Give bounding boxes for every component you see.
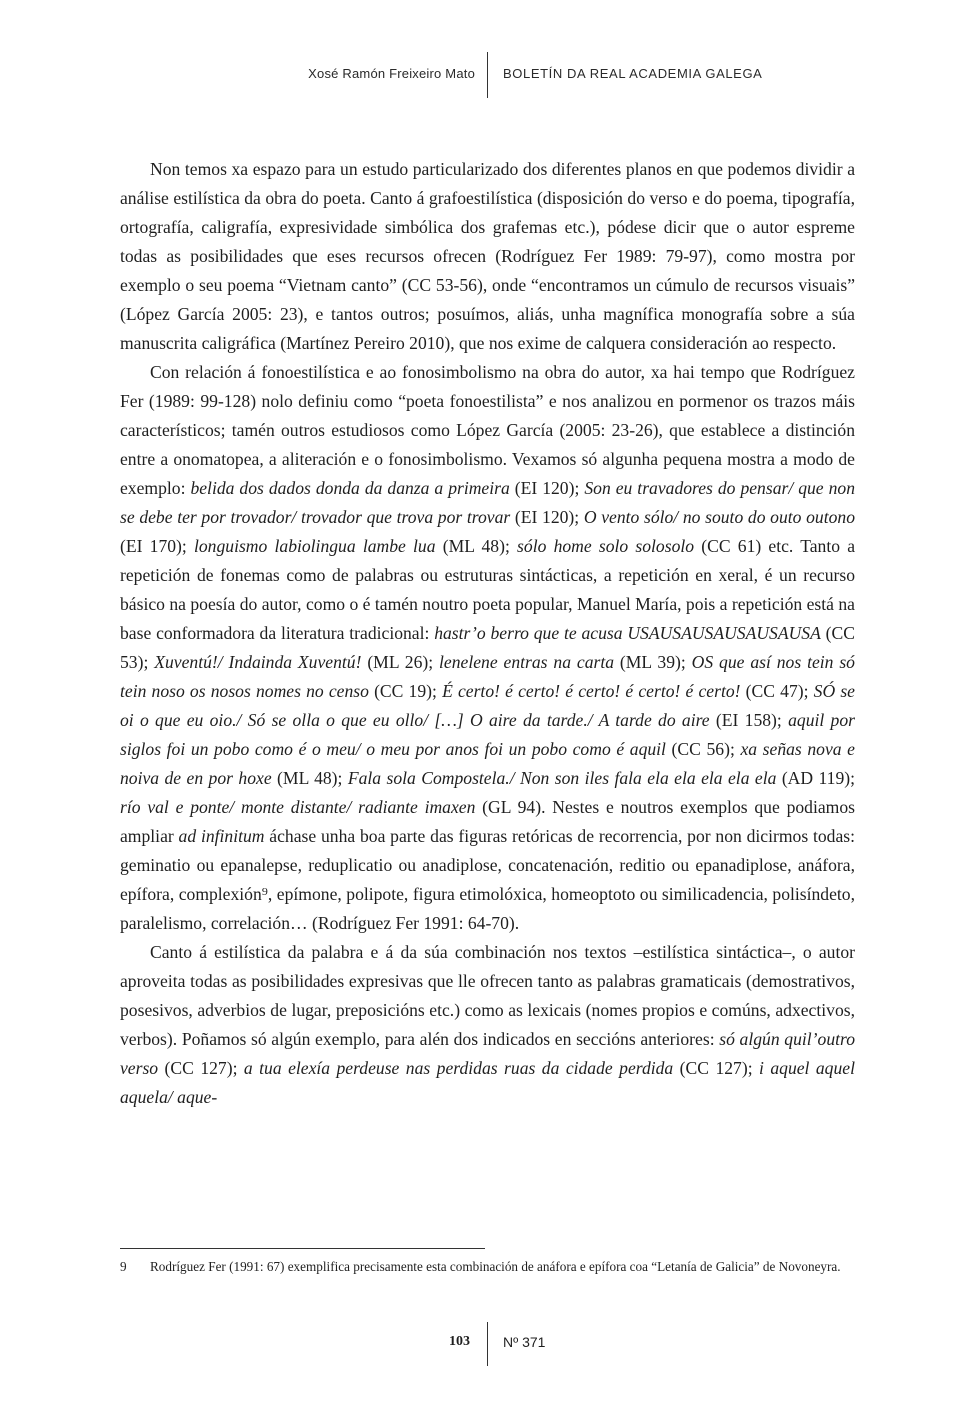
- text-run: (CC 47);: [740, 681, 814, 701]
- text-run: (ML 48);: [435, 536, 518, 556]
- quoted-verse: río val e ponte/ monte distante/ radiante imaxen: [120, 797, 476, 817]
- quoted-verse: É certo! é certo! é certo! é certo! é certo!: [442, 681, 741, 701]
- issue-number: Nº 371: [503, 1334, 546, 1350]
- text-run: (CC 61) etc. Tanto a repetición de fonemas como de palabras ou estruturas sintácticas, a repetición en xeral, é un recurso básico na poesía do autor, como o é tamén noutro poeta popular, Manuel María, pois a repetición está na base conformadora da literatura tradicional:: [120, 536, 856, 643]
- quoted-verse: ad infinitum: [178, 826, 265, 846]
- quoted-verse: aquil por siglos foi un pobo como é o meu/ o meu por anos foi un pobo como é aquil: [120, 710, 855, 759]
- paragraph: [120, 155, 855, 358]
- text-run: (ML 26);: [361, 652, 440, 672]
- header-journal: BOLETÍN DA REAL ACADEMIA GALEGA: [503, 66, 763, 81]
- quoted-verse: longuismo labiolingua lambe lua: [194, 536, 436, 556]
- text-run: Con relación á fonoestilística e ao fonosimbolismo na obra do autor, xa hai tempo que Rodríguez Fer (1989: 99-128) nolo definiu como “poeta fonoestilista” e nos analizou en pormenor os trazos máis característicos; tamén outros estudiosos como López García (2005: 23-26), que establece a distinción entre a onomatopea, a aliteración e o fonosimbolismo. Vexamos só algunha pequena mostra a modo de exemplo:: [120, 362, 855, 498]
- text-run: (ML 39);: [614, 652, 692, 672]
- text-run: (EI 158);: [709, 710, 789, 730]
- quoted-verse: O vento sólo/ no souto do outo outono: [583, 507, 855, 527]
- footnote-number: 9: [120, 1259, 127, 1274]
- text-run: (GL 94). Nestes e noutros exemplos que podiamos ampliar: [120, 797, 855, 846]
- footnote-text: Rodríguez Fer (1991: 67) exemplifica precisamente esta combinación de anáfora e epífora coa “Letanía de Galicia” de Novoneyra.: [150, 1259, 841, 1274]
- quoted-verse: hastr’o berro que te acusa USAUSAUSAUSAUSAUSA: [434, 623, 821, 643]
- page-footer: [0, 1322, 975, 1368]
- quoted-verse: só algún quil’outro verso: [120, 1029, 855, 1078]
- running-header: [0, 52, 975, 100]
- paragraph: [120, 358, 855, 938]
- text-run: (CC 127);: [673, 1058, 760, 1078]
- text-run: (CC 127);: [158, 1058, 244, 1078]
- quoted-verse: Son eu travadores do pensar/ que non se debe ter por trovador/ trovador que trova por trovar: [120, 478, 855, 527]
- text-run: Non temos xa espazo para un estudo particularizado dos diferentes planos en que podemos dividir a análise estilística da obra do poeta. Canto á grafoestilística (disposición do verso e do poema, tipografía, ortografía, caligrafía, expresividade simbólica dos grafemas etc.), pódese dicir que o autor espreme todas as posibilidades que eses recursos ofrecen (Rodríguez Fer 1989: 79-97), como mostra por exemplo o seu poema “Vietnam canto” (CC 53-56), onde “encontramos un cúmulo de recursos visuais” (López García 2005: 23), e tantos outros; posuímos, aliás, unha magnífica monografía sobre a súa manuscrita caligráfica (Martínez Pereiro 2010), que nos exime de calquera consideración ao respecto.: [120, 159, 855, 353]
- quoted-verse: lenelene entras na carta: [439, 652, 615, 672]
- text-run: Canto á estilística da palabra e á da súa combinación nos textos –estilística sintáctica–, o autor aproveita todas as posibilidades expresivas que lle ofrecen tanto as palabras gramaticais (demostrativos, posesivos, adverbios de lugar, preposicións etc.) como as lexicais (nomes propios e comúns, adxectivos, verbos). Poñamos só algún exemplo, para alén dos indicados en seccións anteriores:: [120, 942, 855, 1049]
- quoted-verse: xa señas nova e noiva de en por hoxe: [120, 739, 855, 788]
- page-number: 103: [449, 1334, 470, 1349]
- text-run: (EI 120);: [510, 507, 584, 527]
- header-author: Xosé Ramón Freixeiro Mato: [308, 66, 475, 81]
- text-run: (ML 48);: [271, 768, 348, 788]
- article-body: [120, 155, 855, 1112]
- paragraph: [120, 938, 855, 1112]
- quoted-verse: OS que así nos tein só tein noso os nosos nomes no censo: [120, 652, 855, 701]
- header-divider: [487, 52, 488, 98]
- text-run: (CC 56);: [665, 739, 741, 759]
- text-run: (AD 119);: [776, 768, 856, 788]
- footer-divider: [487, 1322, 488, 1366]
- footnote: [120, 1257, 855, 1276]
- text-run: (EI 170);: [120, 536, 194, 556]
- footnote-rule: [120, 1248, 485, 1249]
- quoted-verse: Fala sola Compostela./ Non son iles fala ela ela ela ela ela: [347, 768, 777, 788]
- quoted-verse: SÓ se oi o que eu oio./ Só se olla o que eu ollo/ […] O aire da tarde./ A tarde do aire: [120, 681, 855, 730]
- text-run: áchase unha boa parte das figuras retóricas de recorrencia, por non dicirmos todas: geminatio ou epanalepse, reduplicatio ou anadiplose, concatenación, reditio ou epanadiplose, anáfora, epífora, complexión⁹, epímone, polipote, figura etimolóxica, homeoptoto ou similicadencia, polisíndeto, paralelismo, correlación… (Rodríguez Fer 1991: 64-70).: [120, 826, 855, 933]
- quoted-verse: sólo home solo solosolo: [517, 536, 695, 556]
- quoted-verse: a tua elexía perdeuse nas perdidas ruas da cidade perdida: [243, 1058, 674, 1078]
- quoted-verse: i aquel aquel aquela/ aque-: [120, 1058, 855, 1107]
- text-run: (CC 53);: [120, 623, 855, 672]
- text-run: (CC 19);: [368, 681, 443, 701]
- text-run: (EI 120);: [509, 478, 585, 498]
- quoted-verse: belida dos dados donda da danza a primeira: [190, 478, 510, 498]
- quoted-verse: Xuventú!/ Indainda Xuventú!: [154, 652, 362, 672]
